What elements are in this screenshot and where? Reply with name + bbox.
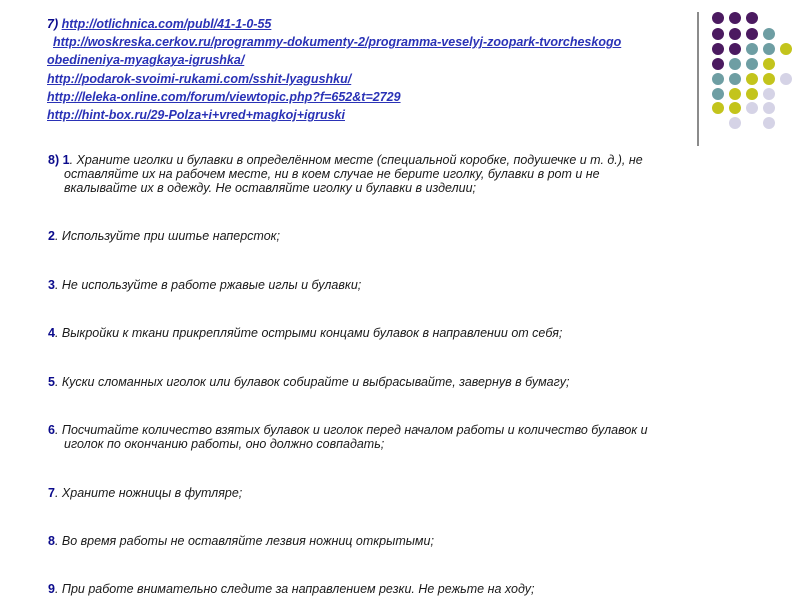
link-otlichnica[interactable]: http://otlichnica.com/publ/41-1-0-55 bbox=[61, 17, 272, 31]
rule-item-6 bbox=[48, 423, 748, 451]
rule-text: . Используйте при шитье наперсток; bbox=[54, 229, 281, 243]
dot bbox=[746, 58, 758, 70]
rule-text-continued: оставляйте их на рабочем месте, ни в коем случае не берите иголку, булавки в рот и не bbox=[64, 167, 600, 181]
dot bbox=[763, 102, 775, 114]
rule-text-continued: иголок по окончанию работы, оно должно совпадать; bbox=[64, 437, 385, 451]
rule-item-3 bbox=[48, 278, 748, 292]
dot bbox=[746, 102, 758, 114]
rule-item-1 bbox=[48, 153, 748, 195]
dot bbox=[746, 28, 758, 40]
links-line-5 bbox=[47, 88, 707, 106]
rule-number: 5 bbox=[48, 375, 55, 389]
rule-number: 3 bbox=[48, 278, 55, 292]
rule-number: 4 bbox=[48, 326, 55, 340]
rule-number: 7 bbox=[48, 486, 55, 500]
rule-text: . Храните иголки и булавки в определённом месте (специальной коробке, подушечке и т. д.), не bbox=[69, 153, 643, 167]
dot bbox=[729, 43, 741, 55]
link-woskreska[interactable]: http://woskreska.cerkov.ru/programmy-dokumenty-2/programma-veselyj-zoopark-tvorcheskogo bbox=[53, 35, 622, 50]
rule-item-7 bbox=[48, 486, 748, 500]
dot bbox=[729, 88, 741, 100]
rule-item-4 bbox=[48, 326, 748, 340]
rule-text: . Выкройки к ткани прикрепляйте острыми концами булавок в направлении от себя; bbox=[54, 326, 563, 340]
rule-item-8 bbox=[48, 534, 748, 548]
rule-text: . Храните ножницы в футляре; bbox=[54, 486, 243, 500]
dot bbox=[763, 28, 775, 40]
links-block bbox=[47, 15, 707, 124]
dot bbox=[712, 88, 724, 100]
dot bbox=[712, 58, 724, 70]
dot bbox=[763, 117, 775, 129]
dot bbox=[746, 43, 758, 55]
dot bbox=[712, 73, 724, 85]
links-line-3 bbox=[47, 51, 707, 69]
rule-number: 8 bbox=[48, 534, 55, 548]
dot bbox=[712, 28, 724, 40]
section-number: 8) bbox=[48, 153, 60, 167]
links-line-4 bbox=[47, 70, 707, 88]
dot bbox=[729, 28, 741, 40]
rule-number: 2 bbox=[48, 229, 55, 243]
dot bbox=[780, 43, 792, 55]
dot bbox=[729, 58, 741, 70]
rule-text: . При работе внимательно следите за направлением резки. Не режьте на ходу; bbox=[54, 582, 535, 596]
dot bbox=[746, 12, 758, 24]
rule-number: 1 bbox=[62, 153, 70, 167]
rule-number: 9 bbox=[48, 582, 55, 596]
rule-text: . Куски сломанных иголок или булавок собирайте и выбрасывайте, завернув в бумагу; bbox=[54, 375, 570, 389]
rule-text: . Во время работы не оставляйте лезвия ножниц открытыми; bbox=[54, 534, 434, 548]
dot bbox=[780, 73, 792, 85]
dot bbox=[746, 73, 758, 85]
links-line-6 bbox=[47, 106, 707, 124]
dot bbox=[763, 88, 775, 100]
divider-line bbox=[697, 12, 699, 146]
link-woskreska-continued[interactable]: obedineniya-myagkaya-igrushka/ bbox=[47, 53, 245, 68]
dot bbox=[712, 43, 724, 55]
link-podarok[interactable]: http://podarok-svoimi-rukami.com/sshit-lyagushku/ bbox=[47, 71, 352, 86]
links-number: 7) bbox=[47, 17, 59, 31]
link-leleka[interactable]: http://leleka-online.com/forum/viewtopic.php?f=652&t=2729 bbox=[47, 89, 401, 104]
dot bbox=[729, 73, 741, 85]
links-line-1 bbox=[47, 15, 707, 33]
rule-number: 6 bbox=[48, 423, 55, 437]
rule-item-9 bbox=[48, 582, 748, 596]
rule-item-5 bbox=[48, 375, 748, 389]
dot bbox=[712, 102, 724, 114]
rule-text-continued: вкалывайте их в одежду. Не оставляйте иголку и булавки в изделии; bbox=[64, 181, 477, 195]
dot bbox=[729, 117, 741, 129]
link-hint-box[interactable]: http://hint-box.ru/29-Polza+i+vred+magkoj+igruski bbox=[47, 108, 345, 123]
rule-text: . Не используйте в работе ржавые иглы и булавки; bbox=[54, 278, 362, 292]
rule-item-2 bbox=[48, 229, 748, 243]
dot bbox=[763, 73, 775, 85]
dot bbox=[729, 102, 741, 114]
dot bbox=[729, 12, 741, 24]
dot bbox=[763, 43, 775, 55]
rule-text: . Посчитайте количество взятых булавок и иголок перед началом работы и количество булавок и bbox=[54, 423, 648, 437]
dot bbox=[712, 12, 724, 24]
dot bbox=[746, 88, 758, 100]
links-line-2 bbox=[47, 33, 707, 51]
dot bbox=[763, 58, 775, 70]
